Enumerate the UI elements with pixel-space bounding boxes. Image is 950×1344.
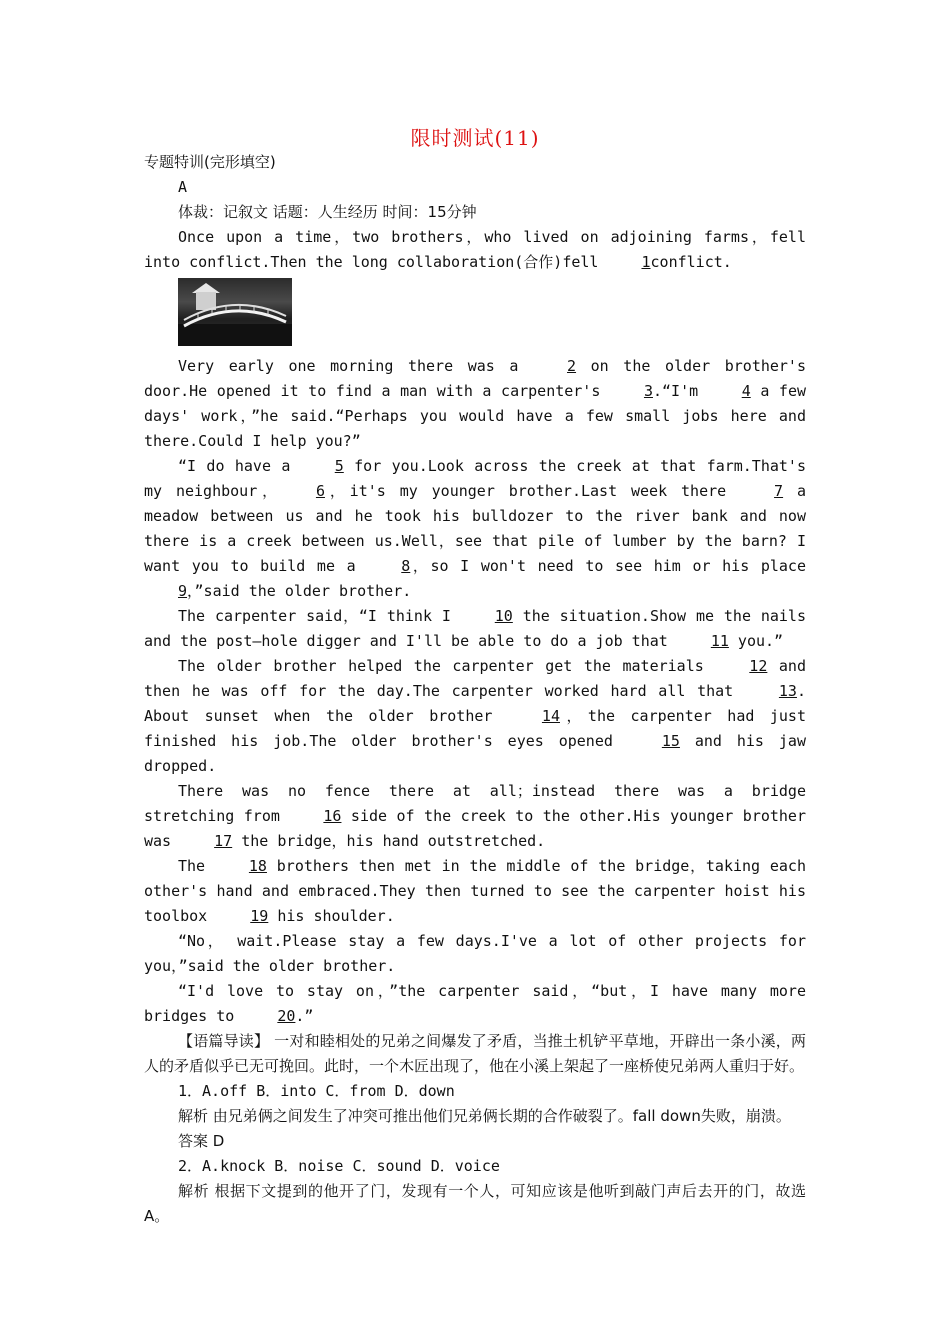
- blank-number: 14: [541, 707, 560, 725]
- paragraph-text: his shoulder.: [268, 907, 395, 925]
- paragraph-3: [144, 454, 806, 604]
- paragraph-text: ，”said the older brother.: [187, 582, 412, 600]
- question-1-answer: 答案 D: [178, 1132, 225, 1150]
- bridge-icon: [178, 278, 292, 346]
- paragraph-1: [144, 225, 806, 275]
- paragraph-text: brothers then met in the middle of the bridge，taking each other's hand and embraced.They then turned to see the carpenter hoist his toolbox: [144, 857, 806, 925]
- paragraph-text: ，it's my younger brother.Last week there: [324, 482, 741, 500]
- passage-guide: 【语篇导读】 一对和睦相处的兄弟之间爆发了矛盾，当推土机铲平草地，开辟出一条小溪，两人的矛盾似乎已无可挽回。此时，一个木匠出现了，他在小溪上架起了一座桥使兄弟两人重归于好。: [144, 1032, 806, 1075]
- blank-number: 5: [334, 457, 344, 475]
- blank-number: 16: [323, 807, 342, 825]
- document-body: [144, 150, 806, 1229]
- paragraph-text: .“I'm: [652, 382, 708, 400]
- page-title: 限时测试(11): [410, 126, 540, 150]
- question-2-options: 2．A.knock B．noise C．sound D．voice: [178, 1157, 500, 1175]
- paragraph-text: ，so I won't need to see him or his place: [410, 557, 806, 575]
- passage-info: 体裁：记叙文 话题：人生经历 时间：15分钟: [178, 203, 477, 221]
- paragraph-text: for you.Look across the creek at that farm.That's my neighbour，: [144, 457, 806, 500]
- paragraph-2: [144, 354, 806, 454]
- blank-number: 10: [494, 607, 513, 625]
- paragraph-8: [144, 929, 806, 979]
- blank-number: 18: [248, 857, 267, 875]
- passage-label: A: [178, 178, 188, 196]
- blank-number: 6: [315, 482, 325, 500]
- blank-number: 3: [643, 382, 653, 400]
- blank-number: 17: [214, 832, 233, 850]
- paragraph-9: [144, 979, 806, 1029]
- paragraph-text: “No， wait.Please stay a few days.I've a lot of other projects for you，”said the older brother.: [144, 932, 806, 975]
- blank-number: 15: [661, 732, 680, 750]
- paragraph-text: a meadow between us and he took his bulldozer to the river bank and now there is a creek between us.Well，see that pile of lumber by the barn? I want you to build me a: [144, 482, 806, 575]
- paragraph-text: There was no fence there at all；instead there was a bridge stretching from: [144, 782, 806, 825]
- paragraph-text: ，the carpenter had just finished his job.The older brother's eyes opened: [144, 707, 806, 750]
- question-2-analysis: 解析 根据下文提到的他开了门，发现有一个人，可知应该是他听到敲门声后去开的门，故选A。: [144, 1182, 806, 1225]
- paragraph-text: Once upon a time，two brothers，who lived on adjoining farms，fell into conflict.Then the long collaboration(合作)fell: [144, 228, 806, 271]
- paragraph-text: The: [178, 857, 215, 875]
- paragraph-5: [144, 654, 806, 779]
- paragraph-text: and his jaw dropped.: [144, 732, 806, 775]
- paragraph-7: [144, 854, 806, 929]
- paragraph-text: the bridge，his hand outstretched.: [232, 832, 546, 850]
- paragraph-text: .”: [295, 1007, 314, 1025]
- blank-number: 7: [774, 482, 784, 500]
- blank-number: 12: [749, 657, 768, 675]
- section-label: 专题特训(完形填空): [144, 153, 276, 171]
- paragraph-text: . About sunset when the older brother: [144, 682, 806, 725]
- paragraph-text: a few days' work，”he said.“Perhaps you would have a few small jobs here and there.Could I help you?”: [144, 382, 807, 450]
- blank-number: 2: [567, 357, 577, 375]
- blank-number: 1: [641, 253, 651, 271]
- blank-number: 9: [178, 582, 188, 600]
- paragraph-text: the situation.Show me the nails and the post—hole digger and I'll be able to do a job that: [144, 607, 806, 650]
- blank-number: 8: [401, 557, 411, 575]
- blank-number: 19: [250, 907, 269, 925]
- paragraph-text: “I'd love to stay on，”the carpenter said，“but，I have many more bridges to: [144, 982, 806, 1025]
- blank-number: 11: [710, 632, 729, 650]
- paragraph-text: Very early one morning there was a: [178, 357, 534, 375]
- paragraph-text: The carpenter said，“I think I: [178, 607, 461, 625]
- paragraph-text: side of the creek to the other.His younger brother was: [144, 807, 806, 850]
- paragraph-text: and then he was off for the day.The carpenter worked hard all that: [144, 657, 806, 700]
- paragraph-text: The older brother helped the carpenter get the materials: [178, 657, 716, 675]
- blank-number: 20: [277, 1007, 296, 1025]
- blank-number: 4: [741, 382, 751, 400]
- bridge-photo: [178, 278, 292, 346]
- paragraph-4: [144, 604, 806, 654]
- question-1-options: 1．A.off B．into C．from D．down: [178, 1082, 455, 1100]
- paragraph-text: “I do have a: [178, 457, 301, 475]
- paragraph-text: conflict.: [650, 253, 732, 271]
- paragraph-text: you.”: [728, 632, 784, 650]
- paragraph-6: [144, 779, 806, 854]
- blank-number: 13: [778, 682, 797, 700]
- paragraph-text: on the older brother's door.He opened it to find a man with a carpenter's: [144, 357, 806, 400]
- question-1-analysis: 解析 由兄弟俩之间发生了冲突可推出他们兄弟俩长期的合作破裂了。fall down失败，崩溃。: [178, 1107, 791, 1125]
